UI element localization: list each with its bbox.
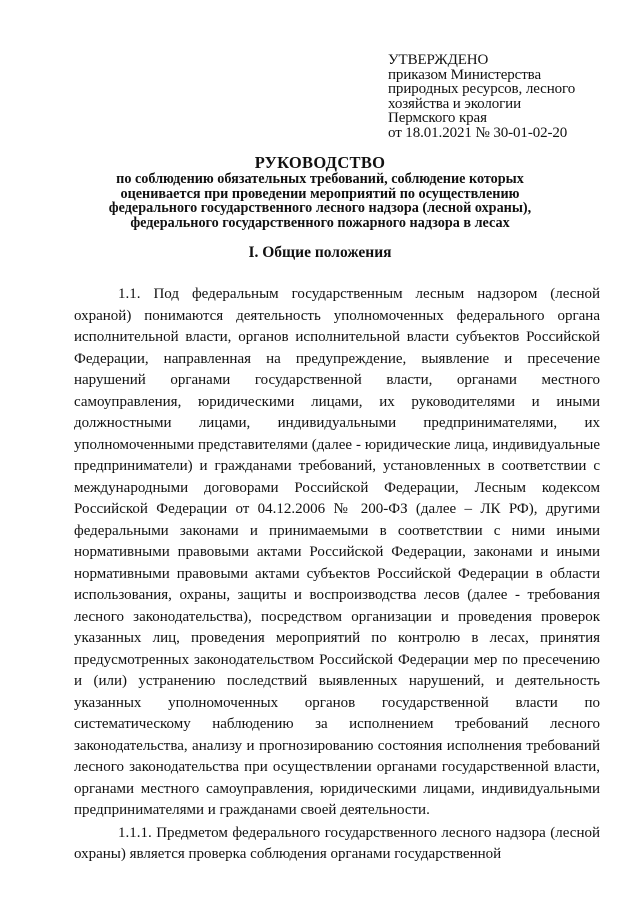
approval-stamp: [388, 53, 575, 141]
subtitle-line: по соблюдению обязательных требований, соблюдение которых: [116, 171, 524, 187]
approval-line: УТВЕРЖДЕНО: [388, 52, 489, 68]
approval-line: от 18.01.2021 № 30-01-02-20: [388, 124, 568, 141]
approval-line: природных ресурсов, лесного: [388, 81, 576, 98]
document-title-block: [40, 154, 600, 230]
document-title: РУКОВОДСТВО: [254, 153, 386, 172]
approval-line: Пермского края: [388, 110, 487, 127]
approval-line: хозяйства и экологии: [388, 95, 522, 112]
document-body: [74, 284, 600, 866]
paragraph-1-1-1: 1.1.1. Предметом федерального государственного лесного надзора (лесной охраны) является проверка соблюдения органами государственной: [74, 824, 600, 862]
subtitle-line: федерального государственного лесного надзора (лесной охраны),: [108, 200, 532, 217]
approval-line: приказом Министерства: [388, 66, 542, 83]
section-heading: I. Общие положения: [248, 244, 392, 261]
paragraph-1-1: 1.1. Под федеральным государственным лесным надзором (лесной охраной) понимаются деятельность уполномоченных федерального органа исполнительной власти, органов исполнительной власти субъектов Российской Федерации, направленная на предупреждение, выявление и пресечение нарушений органами государственной власти, органами местного самоуправления, юридическими лицами, их руководителями и иными должностными лицами, индивидуальными предпринимателями, их уполномоченными представителями (далее - юридические лица, индивидуальные предприниматели) и гражданами требований, установленных в соответствии с международными договорами Российской Федерации, Лесным кодексом Российской Федерации от 04.12.2006 № 200-ФЗ (далее – ЛК РФ), другими федеральными законами и принимаемыми в соответствии с ними иными нормативными правовыми актами Российской Федерации, законами и иными нормативными правовыми актами субъектов Российской Федерации в области использования, охраны, защиты и воспроизводства лесов (далее - требования лесного законодательства), посредством организации и проведения проверок указанных лиц, проведения мероприятий по контролю в лесах, принятия предусмотренных законодательством Российской Федерации мер по пресечению и (или) устранению последствий выявленных нарушений, и деятельность указанных уполномоченных органов государственной власти по систематическому наблюдению за исполнением требований лесного законодательства, анализу и прогнозированию состояния исполнения требований лесного законодательства при осуществлении органами государственной власти, органами местного самоуправления, юридическими лицами, индивидуальными предпринимателями и гражданами своей деятельности.: [74, 286, 600, 818]
subtitle-line: оценивается при проведении мероприятий по осуществлению: [120, 185, 520, 202]
document-subtitle: [40, 172, 600, 230]
subtitle-line: федерального государственного пожарного надзора в лесах: [130, 214, 510, 231]
